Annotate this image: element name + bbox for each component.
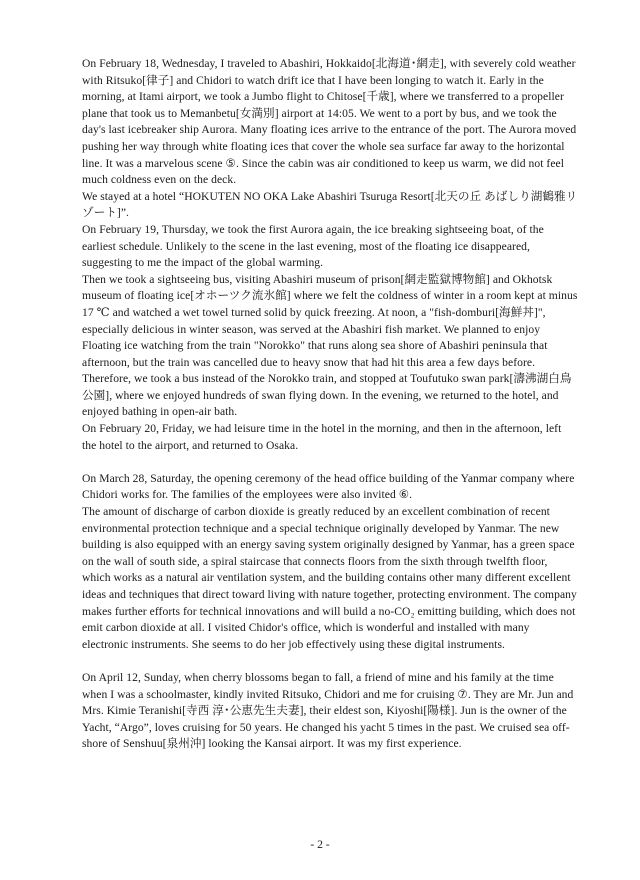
paragraph-abashiri-day2-afternoon: Then we took a sightseeing bus, visiting Abashiri museum of prison[網走監獄博物館] and Okhotsk museum of floating ice[オホーツク流氷館] where we felt the coldness of winter in a room kept at minus 17 ℃ and watched a wet towel turned solid by quick freezing. At noon, a "fish-domburi[海鮮丼]", especially delicious in winter season, was served at the Abashiri fish market. We planned to enjoy Floating ice watching from the train "Norokko" that runs along sea shore of Abashiri peninsula that afternoon, but the train was cancelled due to heavy snow that had hit this area a few days before. Therefore, we took a bus instead of the Norokko train, and stopped at Toufutuko swan park[濤沸湖白鳥公園], where we enjoyed hundreds of swan flying down. In the evening, we returned to the hotel, and enjoyed bathing in open-air bath. [82,272,578,419]
page-number: - 2 - [310,838,330,851]
paragraph-cruising: On April 12, Sunday, when cherry blossoms began to fall, a friend of mine and his family at the time when I was a schoolmaster, kindly invited Ritsuko, Chidori and me for cruising ⑦. They are Mr. Jun and Mrs. Kimie Teranishi[寺西 淳･公恵先生夫妻], their eldest son, Kiyoshi[陽様]. Jun is the owner of the Yacht, “Argo”, loves cruising for 50 years. He changed his yacht 5 times in the past. We cruised sea off-shore of Senshuu[泉州沖] looking the Kansai airport. It was my first experience. [82,670,574,751]
section-yanmar-ceremony [82,471,578,654]
paragraph-abashiri-day2-morning: On February 19, Thursday, we took the first Aurora again, the ice breaking sightseeing boat, of the earliest schedule. Unlikely to the scene in the last evening, most of the floating ice disappeared, suggesting to me the impact of the global warming. [82,222,544,270]
paragraph-abashiri-day3: On February 20, Friday, we had leisure time in the hotel in the morning, and then in the afternoon, left the hotel to the airport, and returned to Osaka. [82,422,562,452]
section-abashiri-trip [82,56,578,454]
section-cruising [82,670,578,753]
document-body [82,56,578,770]
paragraph-yanmar-ceremony: On March 28, Saturday, the opening ceremony of the head office building of the Yanmar company where Chidori works for. The families of the employees were also invited ⑥. [82,471,575,502]
paragraph-abashiri-day1: On February 18, Wednesday, I traveled to Abashiri, Hokkaido[北海道･網走], with severely cold weather with Ritsuko[律子] and Chidori to watch drift ice that I have been longing to watch it. Early in the morning, at Itami airport, we took a Jumbo flight to Chitose[千歳], where we transferred to a propeller plane that took us to Memanbetu[女満別] airport at 14:05. We went to a port by bus, and we took the day's last icebreaker ship Aurora. Many floating ices arrive to the entrance of the port. The Aurora moved pushing her way through white floating ices that cover the whole sea surface far away to the horizontal line. It was a marvelous scene ⑤. Since the cabin was air conditioned to keep us warm, we did not feel much coldness even on the deck. [82,57,577,187]
paragraph-hotel: We stayed at a hotel “HOKUTEN NO OKA Lake Abashiri Tsuruga Resort[北天の丘 あばしり湖鶴雅リゾート]”. [82,189,578,220]
paragraph-yanmar-building: The amount of discharge of carbon dioxide is greatly reduced by an excellent combination of recent environmental protection technique and a special technique originally developed by Yanmar. The new building is also equipped with an energy saving system originally designed by Yanmar, has a green space on the wall of south side, a spiral staircase that connects floors from the sixth through twelfth floor, which works as a natural air ventilation system, and the building contains other many different excellent ideas and techniques that direct toward living with nature together, protecting environment. The company makes further efforts for technical innovations and will build a no-CO₂ emitting building, which does not emit carbon dioxide at all. I visited Chidor's office, which is wonderful and installed with many electronic instruments. She seems to do her job effectively using these digital instruments. [82,505,577,651]
